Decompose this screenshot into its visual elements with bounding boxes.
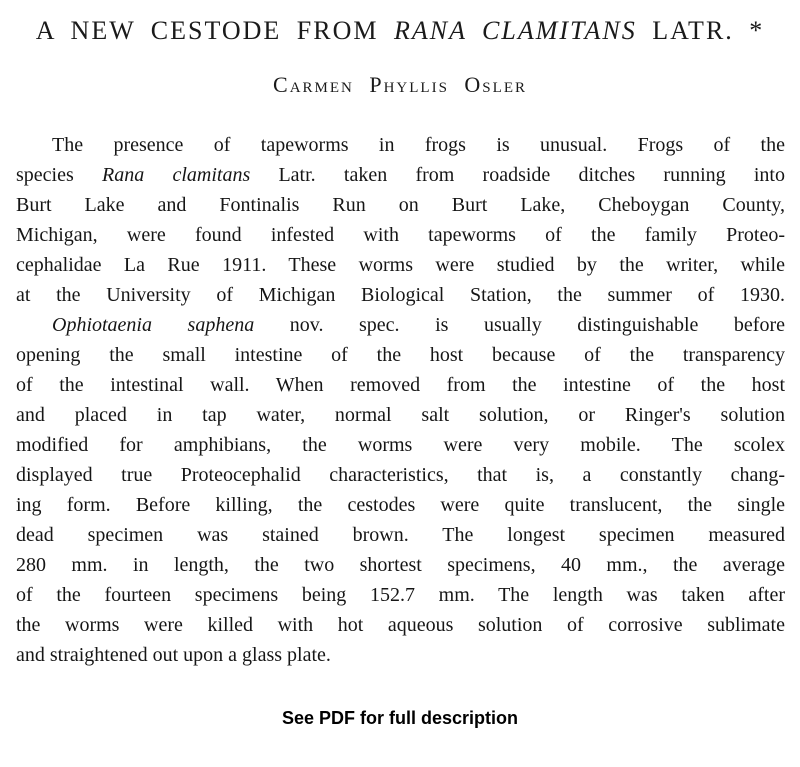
text-run: A NEW CESTODE FROM	[35, 16, 394, 45]
text-line	[16, 160, 785, 190]
text-run: Michigan, were found infested with tapeworms of the family Proteo-	[16, 224, 785, 246]
text-run: at the University of Michigan Biological Station, the summer of 1930.	[16, 284, 785, 306]
text-line	[16, 190, 785, 220]
text-line	[16, 220, 785, 250]
text-run: of the intestinal wall. When removed from the intestine of the host	[16, 374, 785, 396]
text-run: the worms were killed with hot aqueous solution of corrosive sublimate	[16, 614, 785, 636]
text-line	[16, 130, 785, 160]
footer-note: See PDF for full description	[281, 708, 519, 728]
paper-body	[0, 130, 800, 670]
text-run: species	[16, 164, 102, 186]
text-run: and straightened out upon a glass plate.	[16, 644, 331, 666]
text-run: LATR. *	[636, 16, 765, 45]
text-line	[16, 580, 785, 610]
text-line	[16, 520, 785, 550]
paragraph	[16, 130, 785, 310]
italic-text-run: Rana clamitans	[102, 164, 251, 186]
text-run: 280 mm. in length, the two shortest specimens, 40 mm., the average	[16, 554, 785, 576]
text-line	[16, 310, 785, 340]
text-run: Burt Lake and Fontinalis Run on Burt Lake, Cheboygan County,	[16, 194, 785, 216]
text-run: nov. spec. is usually distinguishable before	[254, 314, 786, 336]
text-run: displayed true Proteocephalid characteristics, that is, a constantly chang-	[16, 464, 785, 486]
text-line	[16, 490, 785, 520]
text-run: of the fourteen specimens being 152.7 mm. The length was taken after	[16, 584, 785, 606]
text-run: modified for amphibians, the worms were very mobile. The scolex	[16, 434, 785, 456]
text-line	[16, 430, 785, 460]
text-run: and placed in tap water, normal salt solution, or Ringer's solution	[16, 404, 785, 426]
text-line	[16, 460, 785, 490]
text-run: The presence of tapeworms in frogs is unusual. Frogs of the	[52, 134, 785, 156]
text-line	[16, 340, 785, 370]
text-run: ing form. Before killing, the cestodes were quite translucent, the single	[16, 494, 785, 516]
text-line	[16, 370, 785, 400]
text-line	[16, 250, 785, 280]
text-line	[16, 640, 785, 670]
paragraph	[16, 310, 785, 670]
text-line	[16, 400, 785, 430]
text-run: cephalidae La Rue 1911. These worms were studied by the writer, while	[16, 254, 785, 276]
text-line	[16, 550, 785, 580]
paper-title	[0, 16, 800, 46]
italic-text-run: RANA CLAMITANS	[394, 16, 637, 45]
text-run: dead specimen was stained brown. The longest specimen measured	[16, 524, 785, 546]
paper-author: Carmen Phyllis Osler	[273, 72, 527, 97]
italic-text-run: Ophiotaenia saphena	[52, 314, 255, 336]
text-run: Latr. taken from roadside ditches running into	[250, 164, 785, 186]
text-run: opening the small intestine of the host because of the transparency	[16, 344, 785, 366]
text-line	[16, 280, 785, 310]
text-line	[16, 610, 785, 640]
